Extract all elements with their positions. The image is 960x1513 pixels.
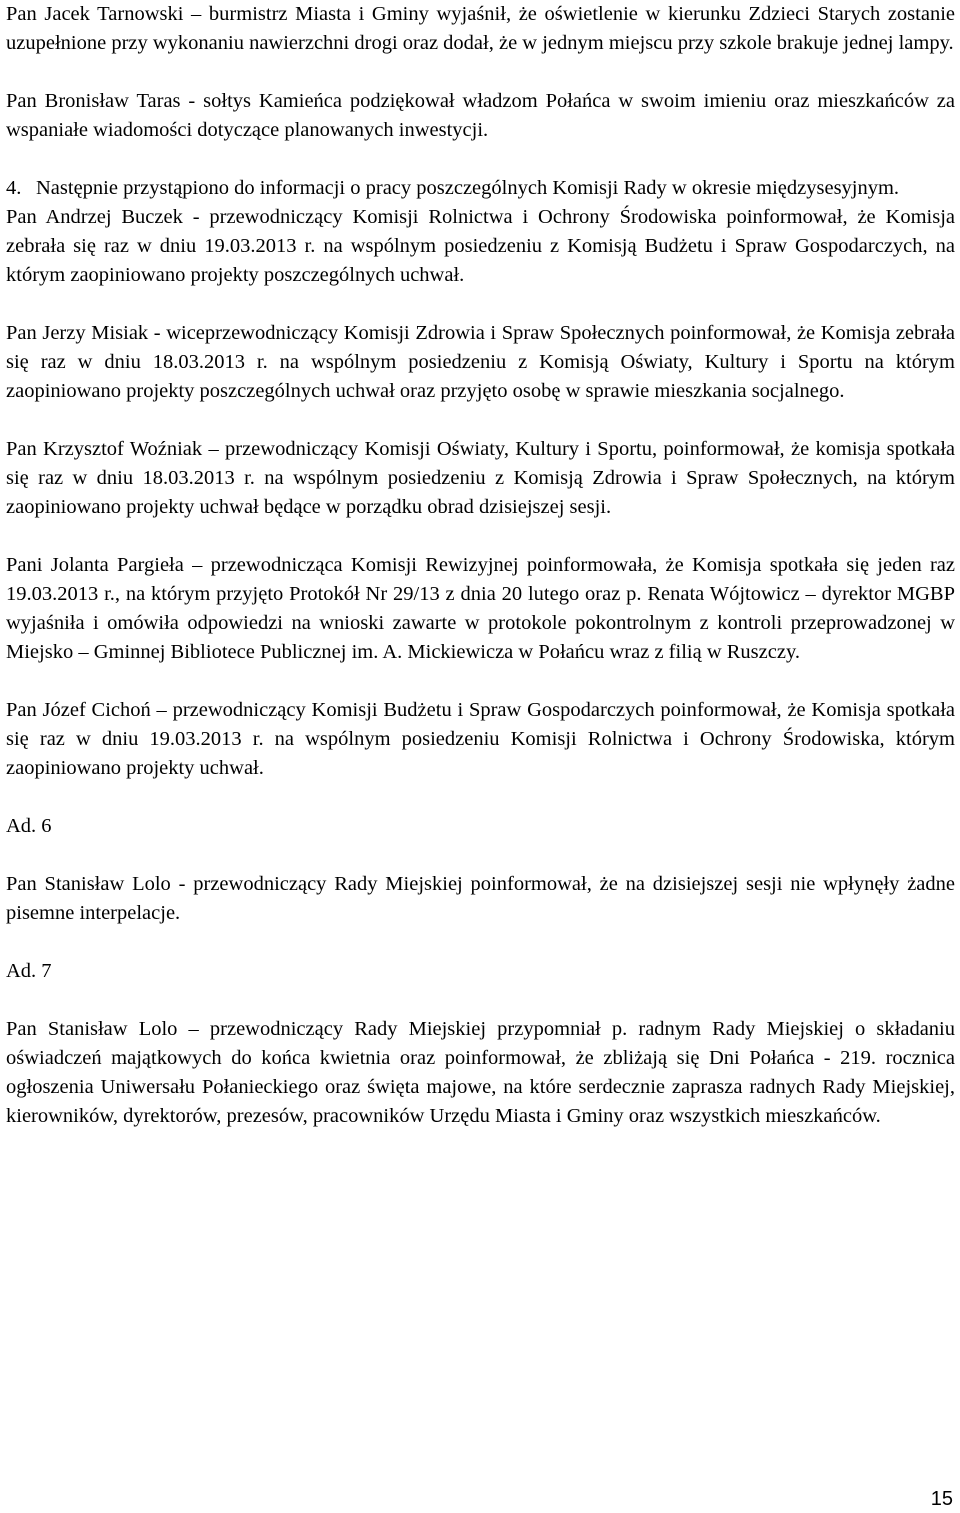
paragraph-tarnowski: Pan Jacek Tarnowski – burmistrz Miasta i Gminy wyjaśnił, że oświetlenie w kierunku Zdzieci Starych zostanie uzupełnione przy wykonaniu nawierzchni drogi oraz dodał, że w jednym miejscu przy szkole brakuje jednej lampy. [6,3,955,54]
spacer [6,145,955,174]
paragraph-lolo-interpelacje: Pan Stanisław Lolo - przewodniczący Rady Miejskiej poinformował, że na dzisiejszej sesji nie wpłynęły żadne pisemne interpelacje. [6,873,955,924]
section-heading-ad6: Ad. 6 [6,815,52,837]
paragraph-buczek: Pan Andrzej Buczek - przewodniczący Komisji Rolnictwa i Ochrony Środowiska poinformował, że Komisja zebrała się raz w dniu 19.03.2013 r. na wspólnym posiedzeniu z Komisją Budżetu i Spraw Gospodarczych, na którym zaopiniowano projekty poszczególnych uchwał. [6,206,955,286]
paragraph-pargiela: Pani Jolanta Pargieła – przewodnicząca Komisji Rewizyjnej poinformowała, że Komisja spotkała się jeden raz 19.03.2013 r., na którym przyjęto Protokół Nr 29/13 z dnia 20 lutego oraz p. Renata Wójtowicz – dyrektor MGBP wyjaśniła i omówiła odpowiedzi na wnioski zawarte w protokole pokontrolnym z kontroli przeprowadzonej w Miejsko – Gminnej Bibliotece Publicznej im. A. Mickiewicza w Połańcu wraz z filią w Ruszczy. [6,554,955,663]
spacer [6,522,955,551]
spacer [6,667,955,696]
spacer [6,58,955,87]
document-page [6,0,955,1131]
item-number: 4. [6,177,22,199]
paragraph-misiak: Pan Jerzy Misiak - wiceprzewodniczący Komisji Zdrowia i Spraw Społecznych poinformował, że Komisja zebrała się raz w dniu 18.03.2013 r. na wspólnym posiedzeniu z Komisją Oświaty, Kultury i Sportu na którym zaopiniowano projekty poszczególnych uchwał oraz przyjęto osobę w sprawie mieszkania socjalnego. [6,322,955,402]
spacer [6,928,955,957]
paragraph-taras: Pan Bronisław Taras - sołtys Kamieńca podziękował władzom Połańca w swoim imieniu oraz mieszkańców za wspaniałe wiadomości dotyczące planowanych inwestycji. [6,90,955,141]
item-text: Następnie przystąpiono do informacji o pracy poszczególnych Komisji Rady w okresie międzysesyjnym. [36,177,900,199]
spacer [6,783,955,812]
paragraph-cichon: Pan Józef Cichoń – przewodniczący Komisji Budżetu i Spraw Gospodarczych poinformował, że Komisja spotkała się raz w dniu 19.03.2013 r. na wspólnym posiedzeniu Komisji Rolnictwa i Ochrony Środowiska, którym zaopiniowano projekty uchwał. [6,699,955,779]
paragraph-lolo-oswiadczenia: Pan Stanisław Lolo – przewodniczący Rady Miejskiej przypomniał p. radnym Rady Miejskiej o składaniu oświadczeń majątkowych do końca kwietnia oraz poinformował, że zbliżają się Dni Połańca - 219. rocznica ogłoszenia Uniwersału Połanieckiego oraz święta majowe, na które serdecznie zaprasza radnych Rady Miejskiej, kierowników, dyrektorów, prezesów, pracowników Urzędu Miasta i Gminy oraz wszystkich mieszkańców. [6,1018,955,1127]
spacer [6,290,955,319]
section-heading-ad7: Ad. 7 [6,960,52,982]
paragraph-wozniak: Pan Krzysztof Woźniak – przewodniczący Komisji Oświaty, Kultury i Sportu, poinformował, że komisja spotkała się raz w dniu 18.03.2013 r. na wspólnym posiedzeniu z Komisją Zdrowia i Spraw Społecznych, na którym zaopiniowano projekty uchwał będące w porządku obrad dzisiejszej sesji. [6,438,955,518]
spacer [6,841,955,870]
page-number: 15 [930,1488,953,1510]
spacer [6,986,955,1015]
spacer [6,406,955,435]
item-4 [6,174,955,203]
